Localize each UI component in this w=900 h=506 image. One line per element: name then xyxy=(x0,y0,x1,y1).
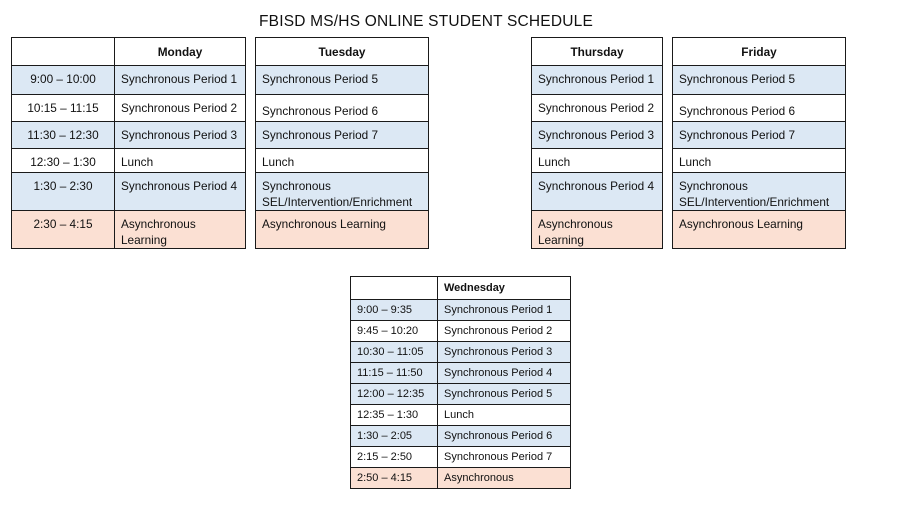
table-header-row xyxy=(12,38,246,66)
activity-cell: Asynchronous Learning xyxy=(673,211,846,249)
activity-cell: Asynchronous xyxy=(438,468,571,489)
table-row xyxy=(351,300,571,321)
activity-cell: Synchronous Period 3 xyxy=(438,342,571,363)
table-row xyxy=(351,321,571,342)
activity-cell: Synchronous Period 4 xyxy=(532,173,663,211)
activity-cell: Lunch xyxy=(673,149,846,173)
time-cell: 10:30 – 11:05 xyxy=(351,342,438,363)
time-cell: 9:00 – 9:35 xyxy=(351,300,438,321)
table-row xyxy=(12,149,246,173)
table-row xyxy=(673,122,846,149)
activity-cell: Synchronous Period 6 xyxy=(438,426,571,447)
table-row xyxy=(351,447,571,468)
day-header: Friday xyxy=(673,38,846,66)
table-row xyxy=(12,66,246,95)
table-row xyxy=(532,122,663,149)
table-row xyxy=(532,211,663,249)
activity-cell: Lunch xyxy=(532,149,663,173)
time-cell: 1:30 – 2:05 xyxy=(351,426,438,447)
activity-cell: Synchronous Period 1 xyxy=(115,66,246,95)
time-cell: 9:00 – 10:00 xyxy=(12,66,115,95)
table-row xyxy=(532,149,663,173)
time-cell: 12:30 – 1:30 xyxy=(12,149,115,173)
table-row xyxy=(12,95,246,122)
thursday-schedule-table xyxy=(531,37,663,249)
activity-cell: Asynchronous Learning xyxy=(115,211,246,249)
table-row xyxy=(351,342,571,363)
table-header-row xyxy=(532,38,663,66)
time-cell: 10:15 – 11:15 xyxy=(12,95,115,122)
table-header-row xyxy=(673,38,846,66)
table-row xyxy=(532,66,663,95)
table-row xyxy=(673,95,846,122)
table-row xyxy=(532,95,663,122)
table-row xyxy=(351,468,571,489)
time-cell: 2:15 – 2:50 xyxy=(351,447,438,468)
time-cell: 12:35 – 1:30 xyxy=(351,405,438,426)
activity-cell: Synchronous Period 3 xyxy=(115,122,246,149)
time-header-cell xyxy=(351,277,438,300)
activity-cell: Synchronous Period 4 xyxy=(115,173,246,211)
table-row xyxy=(12,173,246,211)
time-cell: 11:30 – 12:30 xyxy=(12,122,115,149)
time-cell: 2:50 – 4:15 xyxy=(351,468,438,489)
table-row xyxy=(673,149,846,173)
activity-cell: Synchronous Period 1 xyxy=(532,66,663,95)
table-row xyxy=(256,122,429,149)
day-header: Thursday xyxy=(532,38,663,66)
tuesday-schedule-table xyxy=(255,37,429,249)
table-row xyxy=(673,211,846,249)
activity-cell: Synchronous Period 7 xyxy=(673,122,846,149)
activity-cell: Synchronous Period 6 xyxy=(673,95,846,122)
time-cell: 12:00 – 12:35 xyxy=(351,384,438,405)
table-row xyxy=(673,66,846,95)
table-row xyxy=(256,149,429,173)
day-header: Monday xyxy=(115,38,246,66)
activity-cell: Synchronous SEL/Intervention/Enrichment xyxy=(256,173,429,211)
time-cell: 2:30 – 4:15 xyxy=(12,211,115,249)
table-header-row xyxy=(256,38,429,66)
activity-cell: Asynchronous Learning xyxy=(256,211,429,249)
time-header-cell xyxy=(12,38,115,66)
activity-cell: Asynchronous Learning xyxy=(532,211,663,249)
page-title: FBISD MS/HS ONLINE STUDENT SCHEDULE xyxy=(259,13,593,30)
day-header: Tuesday xyxy=(256,38,429,66)
activity-cell: Synchronous Period 5 xyxy=(673,66,846,95)
monday-schedule-table xyxy=(11,37,246,249)
time-cell: 9:45 – 10:20 xyxy=(351,321,438,342)
table-row xyxy=(256,173,429,211)
activity-cell: Lunch xyxy=(256,149,429,173)
table-row xyxy=(12,122,246,149)
activity-cell: Lunch xyxy=(438,405,571,426)
wednesday-schedule-table xyxy=(350,276,571,489)
table-row xyxy=(532,173,663,211)
activity-cell: Synchronous Period 2 xyxy=(438,321,571,342)
table-row xyxy=(351,384,571,405)
activity-cell: Synchronous Period 7 xyxy=(438,447,571,468)
activity-cell: Synchronous Period 5 xyxy=(256,66,429,95)
activity-cell: Synchronous Period 2 xyxy=(532,95,663,122)
table-row xyxy=(351,405,571,426)
friday-schedule-table xyxy=(672,37,846,249)
time-cell: 11:15 – 11:50 xyxy=(351,363,438,384)
table-row xyxy=(256,66,429,95)
activity-cell: Synchronous Period 4 xyxy=(438,363,571,384)
table-row xyxy=(673,173,846,211)
activity-cell: Synchronous SEL/Intervention/Enrichment xyxy=(673,173,846,211)
table-header-row xyxy=(351,277,571,300)
activity-cell: Synchronous Period 3 xyxy=(532,122,663,149)
table-row xyxy=(351,363,571,384)
table-row xyxy=(351,426,571,447)
table-row xyxy=(256,95,429,122)
time-cell: 1:30 – 2:30 xyxy=(12,173,115,211)
day-header: Wednesday xyxy=(438,277,571,300)
activity-cell: Synchronous Period 6 xyxy=(256,95,429,122)
activity-cell: Lunch xyxy=(115,149,246,173)
activity-cell: Synchronous Period 7 xyxy=(256,122,429,149)
activity-cell: Synchronous Period 5 xyxy=(438,384,571,405)
table-row xyxy=(256,211,429,249)
table-row xyxy=(12,211,246,249)
activity-cell: Synchronous Period 2 xyxy=(115,95,246,122)
activity-cell: Synchronous Period 1 xyxy=(438,300,571,321)
